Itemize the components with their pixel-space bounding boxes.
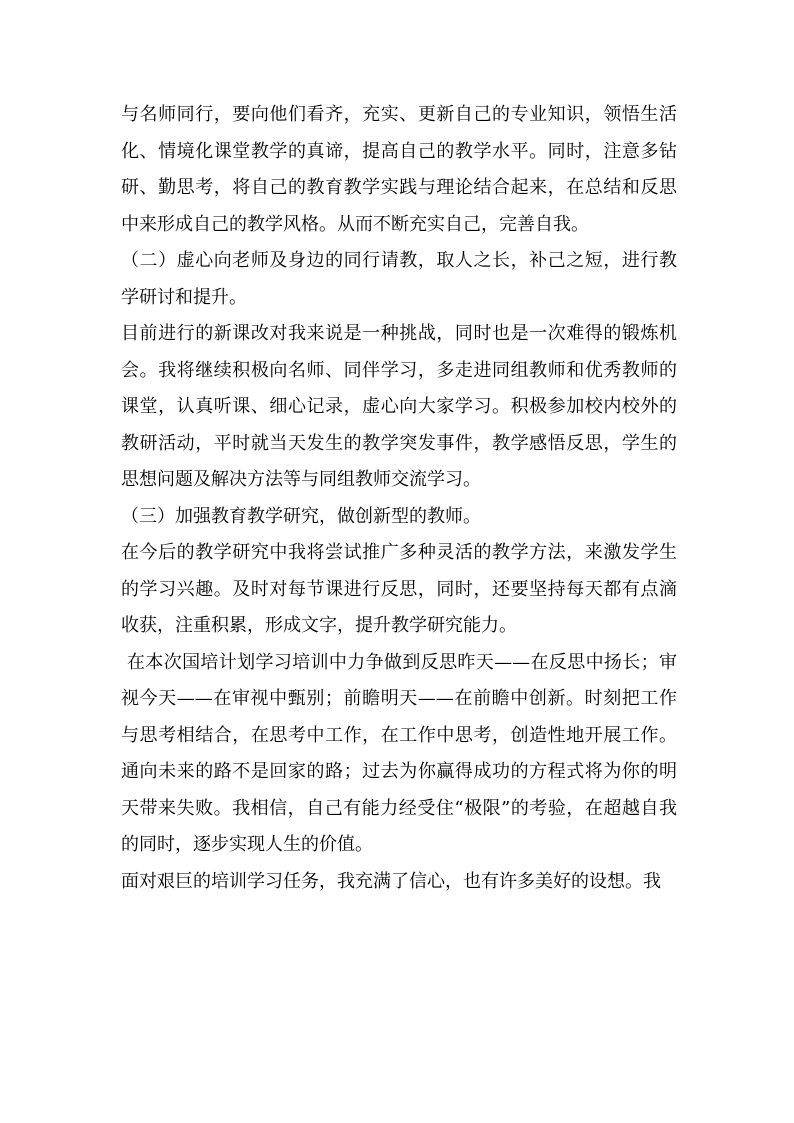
- section-heading-3: （三）加强教育教学研究，做创新型的教师。: [121, 505, 481, 527]
- paragraph-3: 在今后的教学研究中我将尝试推广多种灵活的教学方法，来激发学生的学习兴趣。及时对每节课进行反思，同时，还要坚持每天都有点滴收获，注重积累，形成文字，提升教学研究能力。: [121, 542, 677, 636]
- document-body: [121, 97, 677, 900]
- paragraph-1: 与名师同行，要向他们看齐，充实、更新自己的专业知识，领悟生活化、情境化课堂教学的真谛，提高自己的教学水平。同时，注意多钻研、勤思考，将自己的教育教学实践与理论结合起来，在总结和反思中来形成自己的教学风格。从而不断充实自己，完善自我。: [121, 104, 677, 235]
- section-heading-2: （二）虚心向老师及身边的同行请教，取人之长，补己之短，进行教学研讨和提升。: [121, 250, 677, 308]
- paragraph-5: 面对艰巨的培训学习任务，我充满了信心，也有许多美好的设想。我: [121, 870, 661, 892]
- paragraph-2: 目前进行的新课改对我来说是一种挑战，同时也是一次难得的锻炼机会。我将继续积极向名师、同伴学习，多走进同组教师和优秀教师的课堂，认真听课、细心记录，虚心向大家学习。积极参加校内校外的教研活动，平时就当天发生的教学突发事件，教学感悟反思，学生的思想问题及解决方法等与同组教师交流学习。: [121, 323, 677, 490]
- paragraph-4: 在本次国培计划学习培训中力争做到反思昨天——在反思中扬长；审视今天——在审视中甄别；前瞻明天——在前瞻中创新。时刻把工作与思考相结合，在思考中工作，在工作中思考，创造性地开展工作。通向未来的路不是回家的路；过去为你赢得成功的方程式将为你的明天带来失败。我相信，自己有能力经受住“极限”的考验，在超越自我的同时，逐步实现人生的价值。: [121, 651, 677, 855]
